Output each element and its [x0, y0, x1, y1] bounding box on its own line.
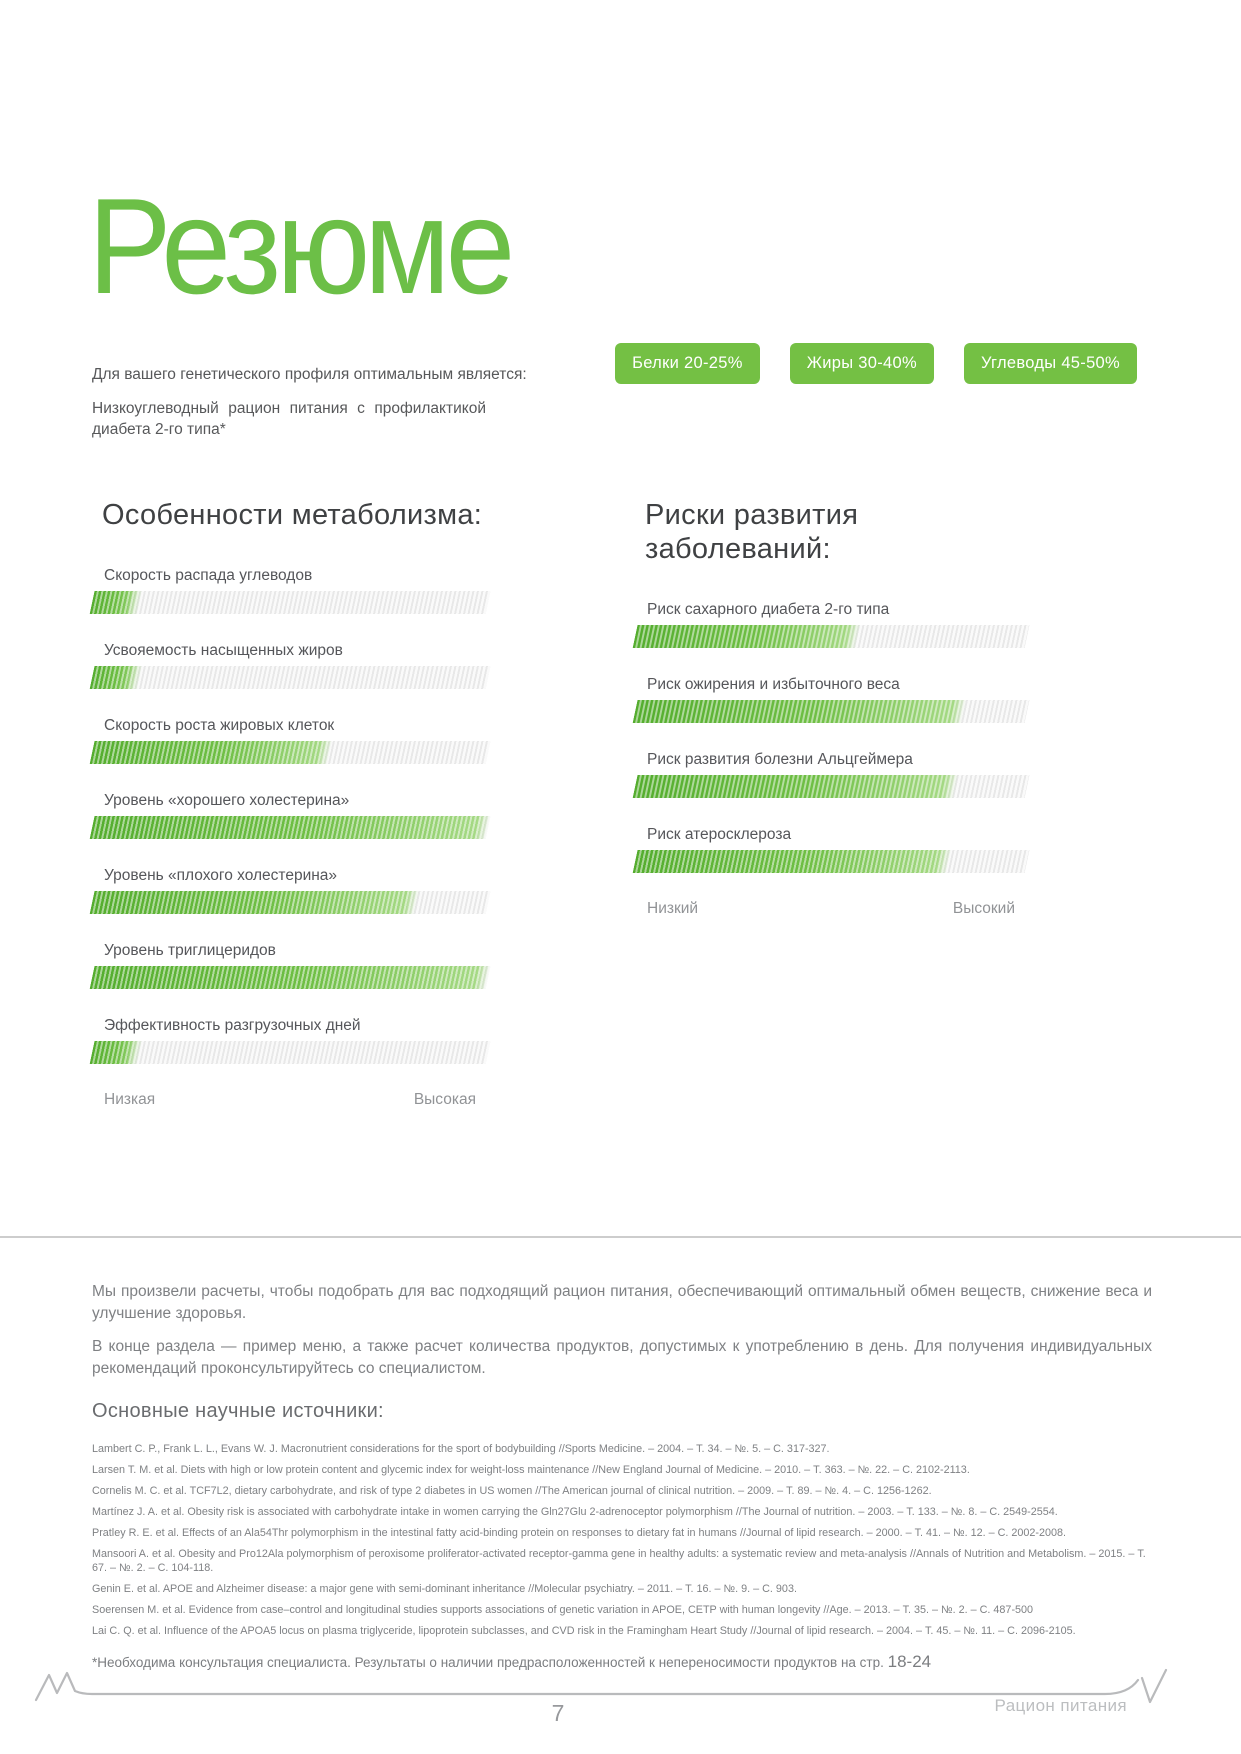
macro-badge	[790, 343, 934, 384]
scale-max-label: Высокий	[952, 900, 1015, 917]
metric-bar-fill	[633, 850, 951, 873]
metric-bar	[633, 775, 1030, 798]
reference-item: Lambert C. P., Frank L. L., Evans W. J. Macronutrient considerations for the sport of bodybuilding //Sports Medicine. – 2004. – Т. 34. – №. 5. – С. 317-327.	[92, 1443, 830, 1455]
metric-bar-fill	[90, 741, 332, 764]
metric-label: Скорость распада углеводов	[104, 567, 313, 584]
metric-bar-fill	[90, 891, 420, 914]
metric-bar	[633, 850, 1030, 873]
metric-label: Уровень триглицеридов	[104, 942, 276, 959]
metric-label: Уровень «плохого холестерина»	[104, 867, 338, 884]
metric-bar-fill	[633, 700, 967, 723]
reference-item: Pratley R. E. et al. Effects of an Ala54Thr polymorphism in the intestinal fatty acid-binding protein on responses to dietary fat in humans //Journal of lipid research. – 2000. – Т. 41. – №. 12. – С. 2002-2008.	[92, 1527, 1067, 1539]
risks-section	[635, 498, 1027, 918]
reference-item: Larsen T. M. et al. Diets with high or low protein content and glycemic index for weight-loss maintenance //New England Journal of Medicine. – 2010. – Т. 363. – №. 22. – С. 2102-2113.	[92, 1464, 970, 1476]
metric-bar	[90, 666, 491, 689]
metric-row	[635, 750, 1027, 798]
risks-scale	[647, 900, 1015, 918]
macro-badge	[964, 343, 1137, 384]
macro-badge-label: Углеводы 45-50%	[980, 354, 1120, 372]
reference-item: Genin E. et al. APOE and Alzheimer disease: a major gene with semi-dominant inheritance //Molecular psychiatry. – 2011. – Т. 16. – №. 9. – С. 903.	[92, 1582, 797, 1595]
zigzag-line-icon	[36, 1673, 1138, 1700]
metric-label: Риск развития болезни Альцгеймера	[647, 751, 913, 768]
metric-label: Риск ожирения и избыточного веса	[647, 676, 900, 693]
metric-row	[635, 600, 1027, 648]
metric-row	[635, 825, 1027, 873]
metric-bar-fill	[90, 816, 491, 839]
metric-bar-fill	[633, 625, 861, 648]
metric-bar	[90, 891, 491, 914]
metric-bar	[90, 816, 491, 839]
metric-bar-fill	[633, 775, 959, 798]
footer-section-label: Рацион питания	[994, 1696, 1127, 1715]
diet-recommendation: Низкоуглеводный рацион питания с профилактикой диабета 2-го типа*	[92, 400, 486, 438]
reference-item: Soerensen M. et al. Evidence from case–control and longitudinal studies supports associations of genetic variation in APOE, CETP with human longevity //Age. – 2013. – Т. 35. – №. 2. – С. 487-500	[92, 1603, 1034, 1616]
page-title: Резюме	[88, 170, 511, 322]
metric-bar	[633, 625, 1030, 648]
reference-item: Martínez J. A. et al. Obesity risk is associated with carbohydrate intake in women carrying the Gln27Glu 2-adrenoceptor polymorphism //The Journal of nutrition. – 2003. – Т. 133. – №. 8. – С. 2549-2554.	[92, 1506, 1058, 1518]
metric-bar-fill	[90, 1041, 142, 1064]
metric-row	[92, 866, 488, 914]
metric-label: Риск сахарного диабета 2-го типа	[647, 601, 890, 618]
metabolism-rows	[92, 566, 488, 1064]
metric-bar	[90, 1041, 491, 1064]
metric-label: Эффективность разгрузочных дней	[104, 1017, 361, 1034]
reference-item: Cornelis M. C. et al. TCF7L2, dietary carbohydrate, and risk of type 2 diabetes in US women //The American journal of clinical nutrition. – 2009. – Т. 89. – №. 4. – С. 1256-1262.	[92, 1485, 932, 1497]
summary-paragraph: В конце раздела — пример меню, а также расчет количества продуктов, допустимых к употреблению в день. Для получения индивидуальных рекомендаций проконсультируйтесь со специалистом.	[92, 1338, 1152, 1377]
metric-bar-fill	[90, 591, 142, 614]
metric-row	[92, 791, 488, 839]
footnote-text: *Необходима консультация специалиста. Результаты о наличии предрасположенностей к непереносимости продуктов на стр.	[92, 1655, 888, 1670]
metric-bar-fill	[90, 666, 142, 689]
metric-label: Скорость роста жировых клеток	[104, 717, 335, 734]
intro-lead: Для вашего генетического профиля оптимальным является:	[92, 366, 527, 383]
section-divider	[0, 1236, 1241, 1238]
metric-row	[92, 1016, 488, 1064]
metric-label: Риск атеросклероза	[647, 826, 792, 843]
footnote-page-range: 18-24	[887, 1652, 932, 1671]
metric-bar	[90, 741, 491, 764]
macro-badges	[615, 343, 1137, 384]
metric-bar	[90, 591, 491, 614]
reference-item: Mansoori A. et al. Obesity and Pro12Ala polymorphism of peroxisome proliferator-activated receptor-gamma gene in healthy adults: a systematic review and meta-analysis //Annals of Nutrition and Metabolism. – 2015. – Т. 67. – №. 2. – С. 104-118.	[92, 1548, 1146, 1574]
metric-label: Усвояемость насыщенных жиров	[104, 642, 343, 659]
scale-min-label: Низкая	[104, 1091, 156, 1108]
macro-badge	[615, 343, 760, 384]
risks-rows	[635, 600, 1027, 873]
metric-row	[92, 716, 488, 764]
references-list	[92, 1443, 1155, 1646]
metric-label: Уровень «хорошего холестерина»	[104, 792, 350, 809]
scale-max-label: Высокая	[413, 1091, 476, 1108]
risks-heading: Риски развития заболеваний:	[645, 499, 859, 565]
metabolism-section	[92, 498, 488, 1109]
checkmark-icon	[1142, 1670, 1166, 1702]
metric-bar	[633, 700, 1030, 723]
sources-heading: Основные научные источники:	[92, 1400, 384, 1422]
metric-bar-fill	[90, 966, 491, 989]
summary-paragraph: Мы произвели расчеты, чтобы подобрать для вас подходящий рацион питания, обеспечивающий оптимальный обмен веществ, снижение веса и улучшение здоровья.	[92, 1283, 1152, 1322]
metric-row	[92, 941, 488, 989]
macro-badge-label: Белки 20-25%	[632, 354, 743, 372]
metric-bar	[90, 966, 491, 989]
reference-item: Lai C. Q. et al. Influence of the APOA5 locus on plasma triglyceride, lipoprotein subclasses, and CVD risk in the Framingham Heart Study //Journal of lipid research. – 2004. – Т. 45. – №. 11. – С. 2096-2105.	[92, 1624, 1076, 1637]
metric-row	[92, 641, 488, 689]
metric-row	[635, 675, 1027, 723]
metabolism-heading: Особенности метаболизма:	[102, 499, 483, 531]
metric-row	[92, 566, 488, 614]
page-number: 7	[551, 1700, 565, 1726]
macro-badge-label: Жиры 30-40%	[806, 354, 917, 372]
metabolism-scale	[104, 1091, 476, 1109]
scale-min-label: Низкий	[647, 900, 699, 917]
